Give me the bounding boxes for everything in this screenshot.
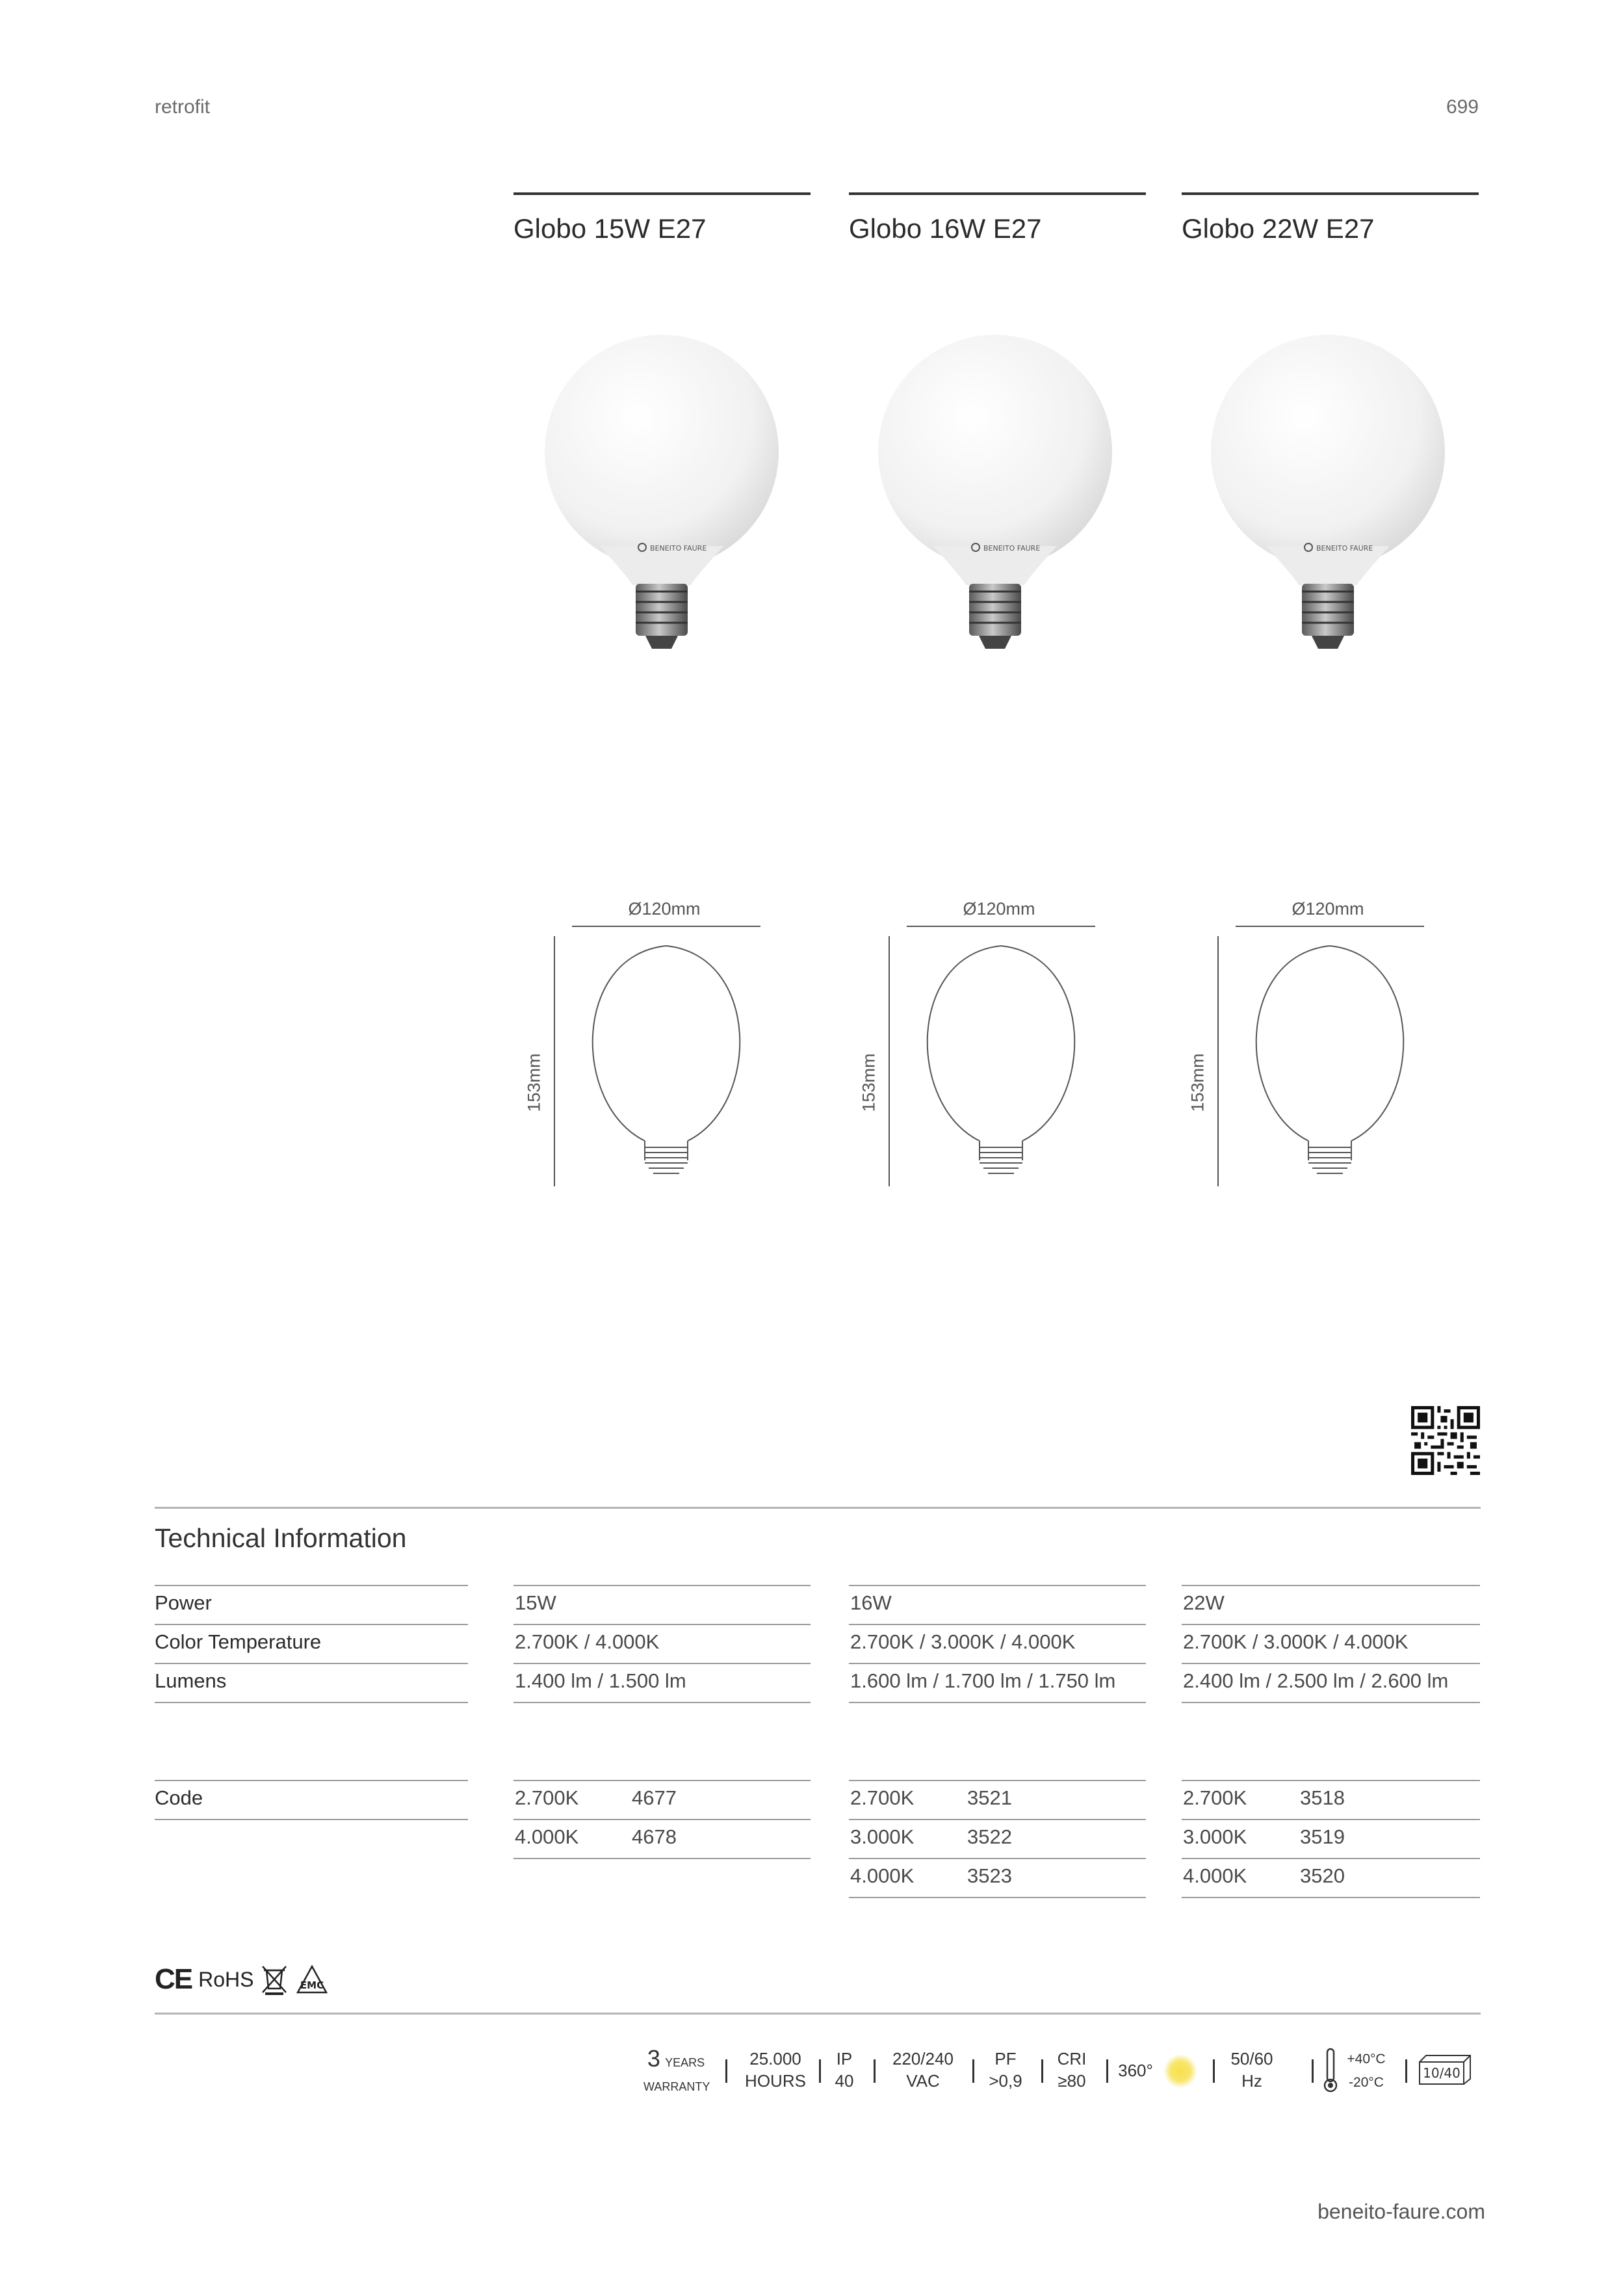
label-line [155,1624,468,1625]
code-number: 3518 [1300,1786,1345,1809]
certification-logos [155,1963,329,1996]
code-line [849,1897,1146,1898]
separator [972,2059,974,2083]
lumens-value-3: 2.400 lm / 2.500 lm / 2.600 lm [1183,1669,1449,1692]
code-line [513,1780,811,1781]
spec-line [1182,1585,1480,1586]
separator [1041,2059,1043,2083]
product-title-2: Globo 16W E27 [849,213,1042,244]
color-temp-value-2: 2.700K / 3.000K / 4.000K [850,1630,1076,1653]
ce-mark-icon: CE [155,1963,192,1995]
code-temp: 4.000K [1183,1864,1247,1887]
code-line [849,1858,1146,1859]
spec-line [1182,1702,1480,1703]
website-link[interactable]: beneito-faure.com [1318,2200,1485,2223]
color-temp-value-3: 2.700K / 3.000K / 4.000K [1183,1630,1409,1653]
svg-text:10/40: 10/40 [1423,2065,1461,2081]
section-name: retrofit [155,96,211,118]
dimension-drawing-2 [881,910,1180,1196]
height-label-2: 153mm [859,1053,879,1112]
packaging-box-icon [1417,2050,1473,2087]
lifetime-hours: 25.000 HOURS [745,2049,806,2091]
product-title-1: Globo 15W E27 [513,213,707,244]
code-number: 3520 [1300,1864,1345,1887]
dimension-drawing-3 [1210,910,1509,1196]
bulb-photo-2 [865,332,1125,670]
spec-line [849,1663,1146,1664]
product-rule-3 [1182,192,1479,195]
cri: CRI ≥80 [1057,2049,1087,2091]
spec-line [849,1624,1146,1625]
sun-icon [1163,2054,1197,2088]
separator [874,2059,876,2083]
icons-divider [155,2013,1481,2015]
voltage: 220/240 VAC [892,2049,954,2091]
rohs-icon: RoHS [198,1967,254,1991]
spec-line [849,1702,1146,1703]
code-temp: 2.700K [850,1786,915,1809]
power-value-2: 16W [850,1591,892,1614]
spec-icons-bar [643,2041,1482,2100]
power-value-1: 15W [515,1591,556,1614]
svg-text:EMC: EMC [300,1979,324,1991]
emc-icon [295,1964,329,1995]
bulb-photo-1 [532,332,792,670]
spec-line [513,1585,811,1586]
code-line [1182,1858,1480,1859]
color-temperature-label: Color Temperature [155,1630,322,1653]
separator [725,2059,727,2083]
product-title-3: Globo 22W E27 [1182,213,1375,244]
code-temp: 3.000K [850,1825,915,1848]
code-line [1182,1780,1480,1781]
code-number: 4678 [632,1825,677,1848]
height-label-1: 153mm [524,1053,544,1112]
code-line [1182,1819,1480,1820]
ip-rating: IP 40 [835,2049,854,2091]
spec-line [1182,1663,1480,1664]
frequency: 50/60 Hz [1230,2049,1273,2091]
weee-bin-icon [260,1964,289,1995]
diameter-label-1: Ø120mm [628,899,701,919]
code-temp: 4.000K [850,1864,915,1887]
label-line [155,1702,468,1703]
warranty-badge: 3 YEARS WARRANTY [643,2045,710,2093]
label-line [155,1663,468,1664]
thermometer-icon [1323,2048,1338,2093]
code-line [849,1780,1146,1781]
bulb-brand-3: BENEITO FAURE [1316,544,1373,553]
bulb-brand-2: BENEITO FAURE [983,544,1041,553]
tech-section-divider [155,1507,1481,1509]
page-number: 699 [1446,96,1479,118]
power-label: Power [155,1591,212,1614]
code-temp: 4.000K [515,1825,579,1848]
product-rule-2 [849,192,1146,195]
spec-line [513,1663,811,1664]
code-number: 4677 [632,1786,677,1809]
operating-temperature: +40°C -20°C [1347,2052,1386,2090]
separator [819,2059,821,2083]
code-label-line [155,1819,468,1820]
code-number: 3522 [967,1825,1012,1848]
separator [1405,2059,1407,2083]
separator [1213,2059,1215,2083]
diameter-label-3: Ø120mm [1292,899,1364,919]
spec-line [849,1585,1146,1586]
code-number: 3519 [1300,1825,1345,1848]
bulb-brand-1: BENEITO FAURE [650,544,707,553]
separator [1106,2059,1108,2083]
code-line [513,1819,811,1820]
color-temp-value-1: 2.700K / 4.000K [515,1630,660,1653]
code-line [849,1819,1146,1820]
diameter-label-2: Ø120mm [963,899,1035,919]
beam-angle: 360° [1118,2061,1153,2080]
bulb-photo-3 [1198,332,1458,670]
power-value-3: 22W [1183,1591,1225,1614]
label-line [155,1585,468,1586]
code-temp: 3.000K [1183,1825,1247,1848]
product-rule-1 [513,192,811,195]
lumens-value-1: 1.400 lm / 1.500 lm [515,1669,686,1692]
code-number: 3521 [967,1786,1012,1809]
technical-info-title: Technical Information [155,1523,407,1553]
code-line [1182,1897,1480,1898]
code-temp: 2.700K [1183,1786,1247,1809]
spec-line [1182,1624,1480,1625]
code-line [513,1858,811,1859]
power-factor: PF >0,9 [989,2049,1022,2091]
dimension-drawing-1 [546,910,845,1196]
code-temp: 2.700K [515,1786,579,1809]
height-label-3: 153mm [1188,1053,1208,1112]
spec-line [513,1702,811,1703]
separator [1312,2059,1314,2083]
lumens-label: Lumens [155,1669,227,1692]
code-number: 3523 [967,1864,1012,1887]
code-label: Code [155,1786,203,1809]
spec-line [513,1624,811,1625]
lumens-value-2: 1.600 lm / 1.700 lm / 1.750 lm [850,1669,1116,1692]
code-label-line [155,1780,468,1781]
qr-code[interactable] [1411,1406,1480,1475]
